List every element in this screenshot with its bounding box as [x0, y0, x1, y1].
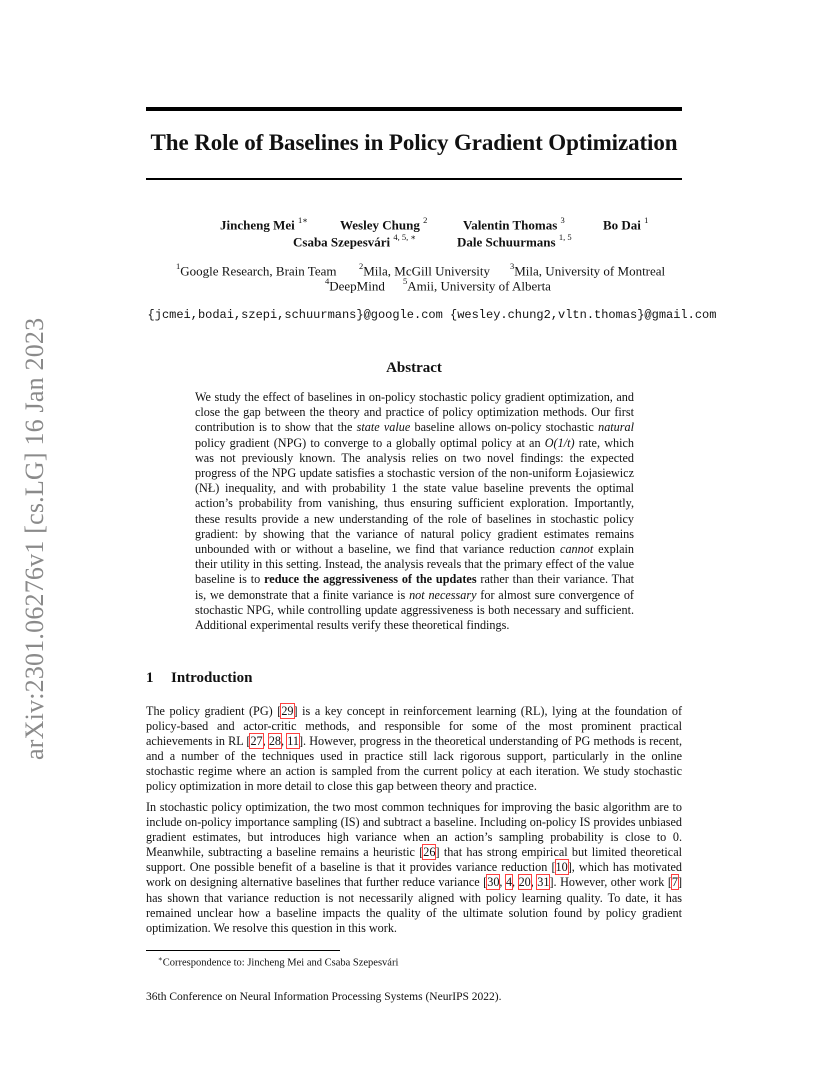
author-csaba-szepesvari: Csaba Szepesvári $^{4, 5, ∗}$	[293, 232, 417, 250]
citation[interactable]: [ 27, 28, 11 ]	[246, 734, 303, 748]
author-valentin-thomas: Valentin Thomas $^3$	[463, 215, 565, 233]
citation[interactable]: [ 10 ]	[551, 860, 571, 874]
affiliation-mila-mcgill: $^2$Mila, McGill University	[359, 261, 490, 279]
abstract-heading: Abstract	[386, 360, 442, 376]
title-bottom-rule	[146, 178, 682, 180]
author-emails: {jcmei,bodai,szepi,schuurmans}@google.com {wesley.chung2,vltn.thomas}@gmail.com	[147, 308, 717, 322]
author-dale-schuurmans: Dale Schuurmans $^{1, 5}$	[457, 232, 572, 250]
intro-paragraph-1: The policy gradient (PG) [ 29 ] is a key concept in reinforcement learning (RL), lying at the foundation of policy-based and actor-critic methods, and responsible for some of the most prominent practical achievements in RL [ 27, 28, 11 ] . However, progress in the theoretical understanding of PG methods is recent, and a number of the techniques used in practice still lack rigorous support, particularly in the online stochastic regime where an action is sampled from the current policy at each iteration. We study stochastic policy optimization in more detail to close this gap between theory and practice.	[146, 704, 682, 795]
author-jincheng-mei: Jincheng Mei $^{1∗}$	[220, 215, 309, 233]
venue-note: 36th Conference on Neural Information Processing Systems (NeurIPS 2022).	[146, 991, 502, 1003]
footnote-rule	[146, 950, 340, 951]
arxiv-identifier-text: arXiv:2301.06276v1 [cs.LG] 16 Jan 2023	[20, 317, 49, 760]
author-wesley-chung: Wesley Chung $^2$	[340, 215, 428, 233]
math-rate: O(1/t)	[544, 435, 575, 450]
citation[interactable]: [ 7 ]	[668, 875, 682, 889]
title-top-rule	[146, 107, 682, 111]
affiliation-google: $^1$Google Research, Brain Team	[176, 261, 337, 279]
arxiv-identifier	[12, 290, 62, 760]
abstract-body: We study the effect of baselines in on-policy stochastic policy gradient optimization, and close the gap between the theory and practice of policy optimization methods. Our first contribution is to show that the state value baseline allows on-policy stochastic natural policy gradient (NPG) to converge to a globally optimal policy at an O(1/t) rate, which was not previously known. The analysis relies on two novel findings: the expected progress of the NPG update satisfies a stochastic version of the non-uniform Łojasiewicz (NŁ) inequality, and with probability 1 the state value baseline prevents the optimal action’s probability from vanishing, thus ensuring sufficient exploration. Importantly, these results provide a new understanding of the role of baselines in stochastic policy gradient: by showing that the variance of natural policy gradient estimates remains unbounded with or without a baseline, we find that variance reduction cannot explain their utility in this setting. Instead, the analysis reveals that the primary effect of the value baseline is to reduce the aggressiveness of the updates rather than their variance. That is, we demonstrate that a finite variance is not necessary for almost sure convergence of stochastic NPG, while controlling update aggressiveness is both necessary and sufficient. Additional experimental results verify these theoretical findings.	[195, 390, 634, 633]
paper-title: The Role of Baselines in Policy Gradient Optimization	[150, 130, 678, 155]
intro-paragraph-2: In stochastic policy optimization, the two most common techniques for improving the basic algorithm are to include on-policy importance sampling (IS) and subtract a baseline. Including on-policy IS provides unbiased gradient estimates, but introduces high variance when an action’s sampling probability is close to 0. Meanwhile, subtracting a baseline remains a heuristic [ 26 ] that has strong empirical but limited theoretical support. One possible benefit of a baseline is that it provides variance reduction [ 10 ] , which has motivated work on designing alternative baselines that further reduce variance [ 30, 4, 20, 31 ] . However, other work [ 7 ] has shown that variance reduction is not necessarily aligned with policy learning quality. To date, it has remained unclear how a baseline impacts the quality of the ultimate solution found by policy gradient optimization. We resolve this question in this work.	[146, 800, 682, 936]
citation[interactable]: [ 29 ]	[277, 704, 297, 718]
section-heading-introduction: 1 Introduction	[146, 670, 253, 686]
citation[interactable]: [ 30, 4, 20, 31 ]	[483, 875, 553, 889]
citation[interactable]: [ 26 ]	[419, 845, 439, 859]
affiliation-amii: $^5$Amii, University of Alberta	[403, 276, 551, 294]
affiliation-mila-montreal: $^3$Mila, University of Montreal	[510, 261, 666, 279]
footnote: ∗Correspondence to: Jincheng Mei and Csaba Szepesvári	[158, 955, 399, 969]
author-bo-dai: Bo Dai $^1$	[603, 215, 649, 233]
affiliation-deepmind: $^4$DeepMind	[325, 276, 385, 294]
